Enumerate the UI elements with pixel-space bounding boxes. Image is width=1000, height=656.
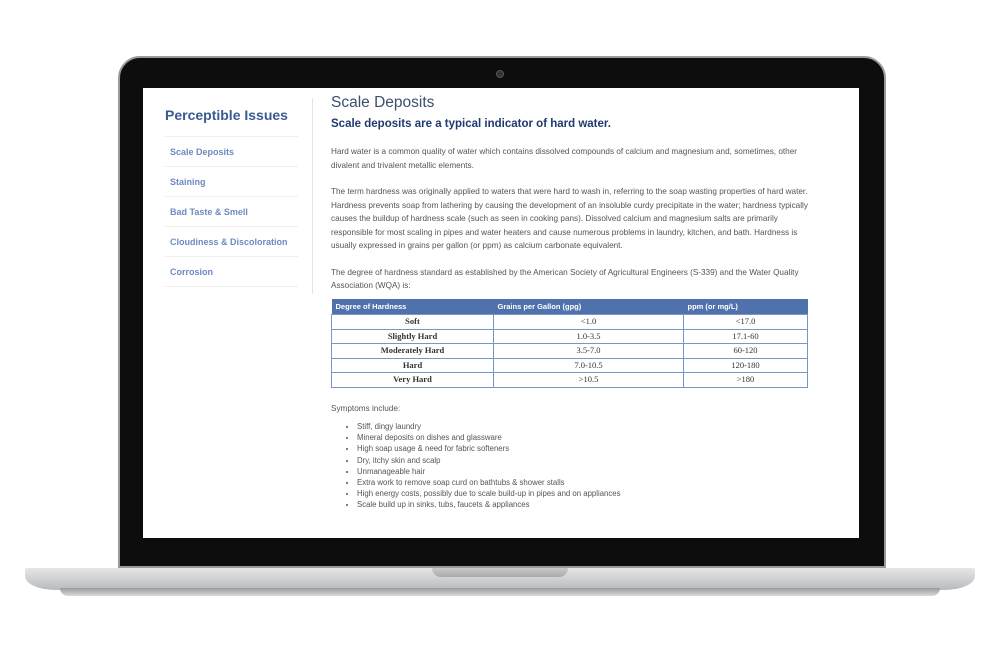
- laptop-notch: [432, 568, 568, 577]
- list-item: • High energy costs, possibly due to scale build-up in pipes and on appliances: [357, 488, 811, 499]
- list-item: • Extra work to remove soap curd on bathtubs & shower stalls: [357, 477, 811, 488]
- sidebar-item-corrosion[interactable]: Corrosion: [165, 257, 298, 287]
- symptoms-list: [357, 421, 811, 511]
- table-cell: >10.5: [494, 373, 684, 388]
- sidebar-item-scale-deposits[interactable]: Scale Deposits: [165, 137, 298, 167]
- table-cell: 1.0-3.5: [494, 329, 684, 344]
- table-cell: Moderately Hard: [332, 344, 494, 359]
- table-cell: 17.1-60: [684, 329, 808, 344]
- table-cell: Very Hard: [332, 373, 494, 388]
- paragraph: The degree of hardness standard as established by the American Society of Agricultural Engineers (S-339) and the Water Quality Association (WQA) is:: [331, 267, 799, 290]
- sidebar-item-cloudiness[interactable]: Cloudiness & Discoloration: [165, 227, 298, 257]
- sidebar-item-staining[interactable]: Staining: [165, 167, 298, 197]
- table-row: [332, 315, 808, 330]
- table-row: [332, 329, 808, 344]
- table-cell: Slightly Hard: [332, 329, 494, 344]
- table-cell: >180: [684, 373, 808, 388]
- list-item: • Mineral deposits on dishes and glassware: [357, 432, 811, 443]
- table-cell: 120-180: [684, 358, 808, 373]
- table-header: ppm (or mg/L): [684, 299, 808, 315]
- laptop-base-edge: [60, 588, 940, 596]
- hardness-table: [331, 299, 808, 388]
- list-item: • High soap usage & need for fabric softeners: [357, 443, 811, 454]
- page-subtitle: Scale deposits are a typical indicator of hard water.: [331, 117, 611, 130]
- sidebar-title: Perceptible Issues: [165, 102, 298, 137]
- sidebar-item-bad-taste-smell[interactable]: Bad Taste & Smell: [165, 197, 298, 227]
- table-header: Degree of Hardness: [332, 299, 494, 315]
- table-cell: 60-120: [684, 344, 808, 359]
- screen: [143, 88, 859, 538]
- table-header: Grains per Gallon (gpg): [494, 299, 684, 315]
- table-cell: <1.0: [494, 315, 684, 330]
- sidebar: [165, 102, 298, 287]
- table-row: [332, 344, 808, 359]
- table-cell: Hard: [332, 358, 494, 373]
- list-item: • Stiff, dingy laundry: [357, 421, 811, 432]
- divider: [312, 98, 313, 294]
- page-title: Scale Deposits: [331, 94, 435, 111]
- list-item: • Unmanageable hair: [357, 466, 811, 477]
- paragraph: The term hardness was originally applied to waters that were hard to wash in, referring to the soap wasting properties of hard water. Hardness prevents soap from lathering by causing the development of an insoluble curdy precipitate in the water; hardness typically causes the buildup of hardness scale (such as seen in cooking pans). Dissolved calcium and magnesium salts are primarily responsible for most scaling in pipes and water heaters and cause numerous problems in laundry, kitchen, and bath. Hardness is usually expressed in grains per gallon (or ppm) as calcium carbonate equivalent.: [331, 187, 808, 250]
- table-cell: 7.0-10.5: [494, 358, 684, 373]
- table-cell: 3.5-7.0: [494, 344, 684, 359]
- table-cell: Soft: [332, 315, 494, 330]
- table-cell: <17.0: [684, 315, 808, 330]
- webcam-icon: [496, 70, 504, 78]
- symptoms-label: Symptoms include:: [331, 403, 401, 413]
- paragraph: Hard water is a common quality of water which contains dissolved compounds of calcium and magnesium and, sometimes, other divalent and trivalent metallic elements.: [331, 147, 797, 170]
- table-row: [332, 373, 808, 388]
- table-row: [332, 358, 808, 373]
- main-content: [331, 96, 811, 511]
- list-item: • Dry, itchy skin and scalp: [357, 455, 811, 466]
- list-item: • Scale build up in sinks, tubs, faucets & appliances: [357, 499, 811, 510]
